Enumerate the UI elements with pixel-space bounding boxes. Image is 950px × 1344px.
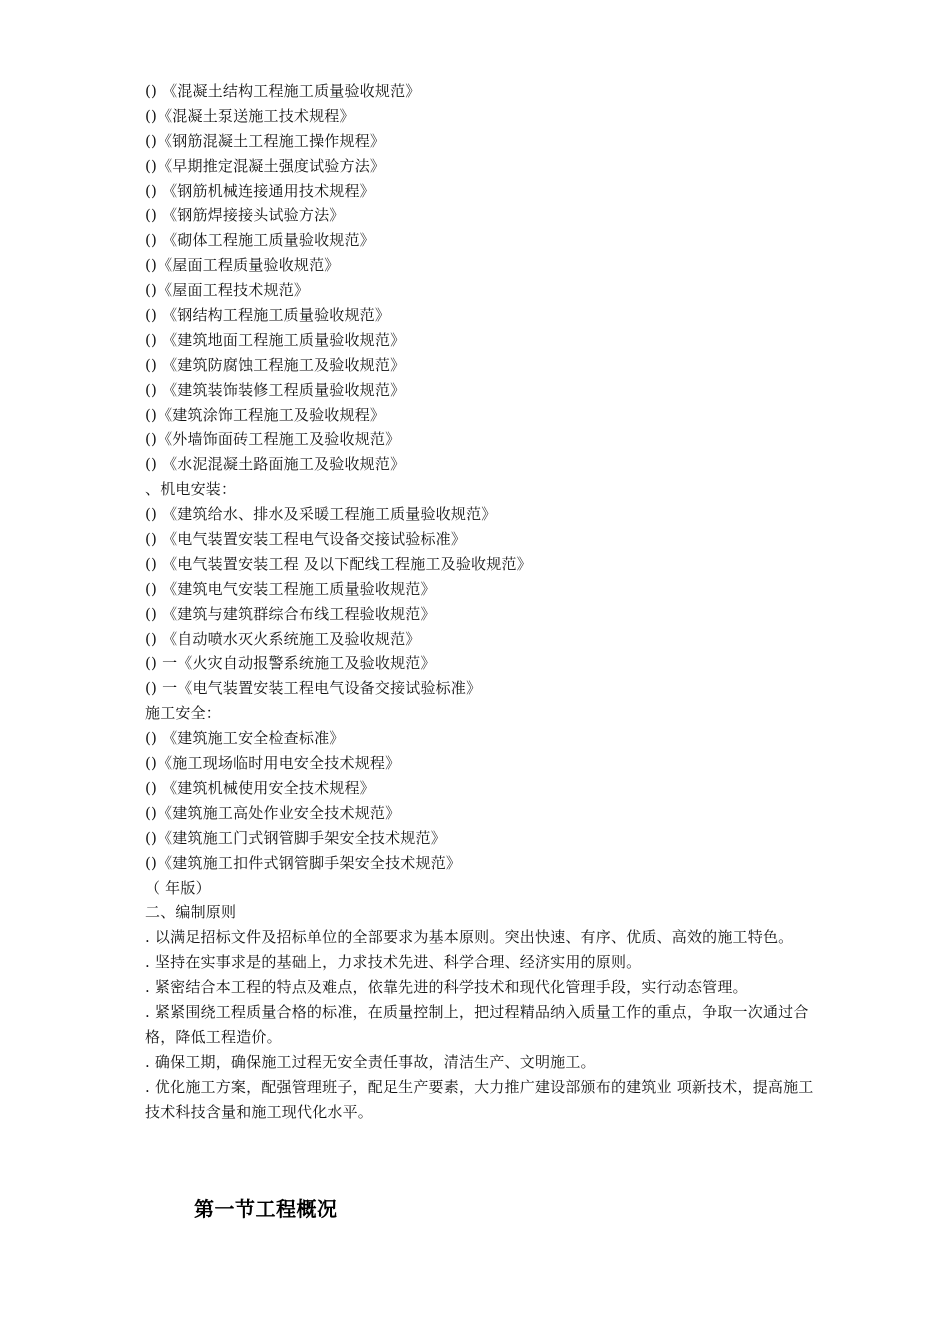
standard-line: ()《屋面工程技术规范》: [145, 281, 310, 300]
standard-line: ()《外墙饰面砖工程施工及验收规范》: [145, 430, 401, 449]
standard-line: () 《电气装置安装工程电气设备交接试验标准》: [145, 530, 467, 549]
standard-line: ()《混凝土泵送施工技术规程》: [145, 106, 355, 125]
principle-paragraph: . 紧密结合本工程的特点及难点，依靠先进的科学技术和现代化管理手段，实行动态管理。: [145, 978, 748, 997]
standard-line: () 《建筑给水、排水及采暖工程施工质量验收规范》: [145, 505, 497, 524]
standard-line: () 《水泥混凝土路面施工及验收规范》: [145, 455, 406, 474]
principle-paragraph: . 优化施工方案，配强管理班子，配足生产要素，大力推广建设部颁布的建筑业 项新技术，提高施工技术科技含量和施工现代化水平。: [145, 1077, 814, 1121]
standard-line: () 一《电气装置安装工程电气设备交接试验标准》: [145, 679, 482, 698]
standard-line: ()《施工现场临时用电安全技术规程》: [145, 754, 401, 773]
standard-line: ()《钢筋混凝土工程施工操作规程》: [145, 131, 386, 150]
standard-line: ()《屋面工程质量验收规范》: [145, 256, 340, 275]
standard-line: () 《建筑机械使用安全技术规程》: [145, 778, 375, 797]
standard-line: () 《建筑装饰装修工程质量验收规范》: [145, 380, 406, 399]
standard-line: () 《建筑施工安全检查标准》: [145, 729, 345, 748]
standard-line: () 一《火灾自动报警系统施工及验收规范》: [145, 654, 436, 673]
edition-note: （ 年版）: [145, 878, 211, 897]
section-label-safety: 施工安全：: [145, 704, 222, 723]
principle-paragraph: . 确保工期，确保施工过程无安全责任事故，清洁生产、文明施工。: [145, 1052, 596, 1071]
standard-line: ()《建筑涂饰工程施工及验收规程》: [145, 405, 386, 424]
principle-paragraph: . 坚持在实事求是的基础上，力求技术先进、科学合理、经济实用的原则。: [145, 953, 642, 972]
standard-line: () 《钢筋焊接接头试验方法》: [145, 206, 345, 225]
standard-line: () 《自动喷水灭火系统施工及验收规范》: [145, 629, 421, 648]
standard-line: ()《建筑施工扣件式钢管脚手架安全技术规范》: [145, 853, 462, 872]
standard-line: () 《建筑地面工程施工质量验收规范》: [145, 330, 406, 349]
standard-line: () 《建筑与建筑群综合布线工程验收规范》: [145, 604, 436, 623]
standard-line: ()《建筑施工高处作业安全技术规范》: [145, 803, 401, 822]
document-body: [145, 79, 815, 1125]
standard-line: ()《早期推定混凝土强度试验方法》: [145, 156, 386, 175]
principle-paragraph: . 紧紧围绕工程质量合格的标准，在质量控制上，把过程精品纳入质量工作的重点，争取一次通过合格，降低工程造价。: [145, 1003, 809, 1046]
standard-line: () 《砌体工程施工质量验收规范》: [145, 231, 375, 250]
principle-paragraph: . 以满足招标文件及招标单位的全部要求为基本原则。突出快速、有序、优质、高效的施工特色。: [145, 928, 794, 947]
chapter-heading: 第一节工程概况: [194, 1197, 338, 1221]
standard-line: () 《钢筋机械连接通用技术规程》: [145, 181, 375, 200]
section-title-principles: 二、编制原则: [145, 903, 237, 922]
standard-line: () 《建筑电气安装工程施工质量验收规范》: [145, 579, 436, 598]
standard-line: () 《混凝土结构工程施工质量验收规范》: [145, 82, 421, 100]
standard-line: () 《电气装置安装工程 及以下配线工程施工及验收规范》: [145, 554, 532, 573]
section-label-mep: 、机电安装：: [145, 480, 237, 499]
standard-line: () 《建筑防腐蚀工程施工及验收规范》: [145, 355, 406, 374]
standard-line: ()《建筑施工门式钢管脚手架安全技术规范》: [145, 828, 446, 847]
standard-line: () 《钢结构工程施工质量验收规范》: [145, 306, 391, 325]
